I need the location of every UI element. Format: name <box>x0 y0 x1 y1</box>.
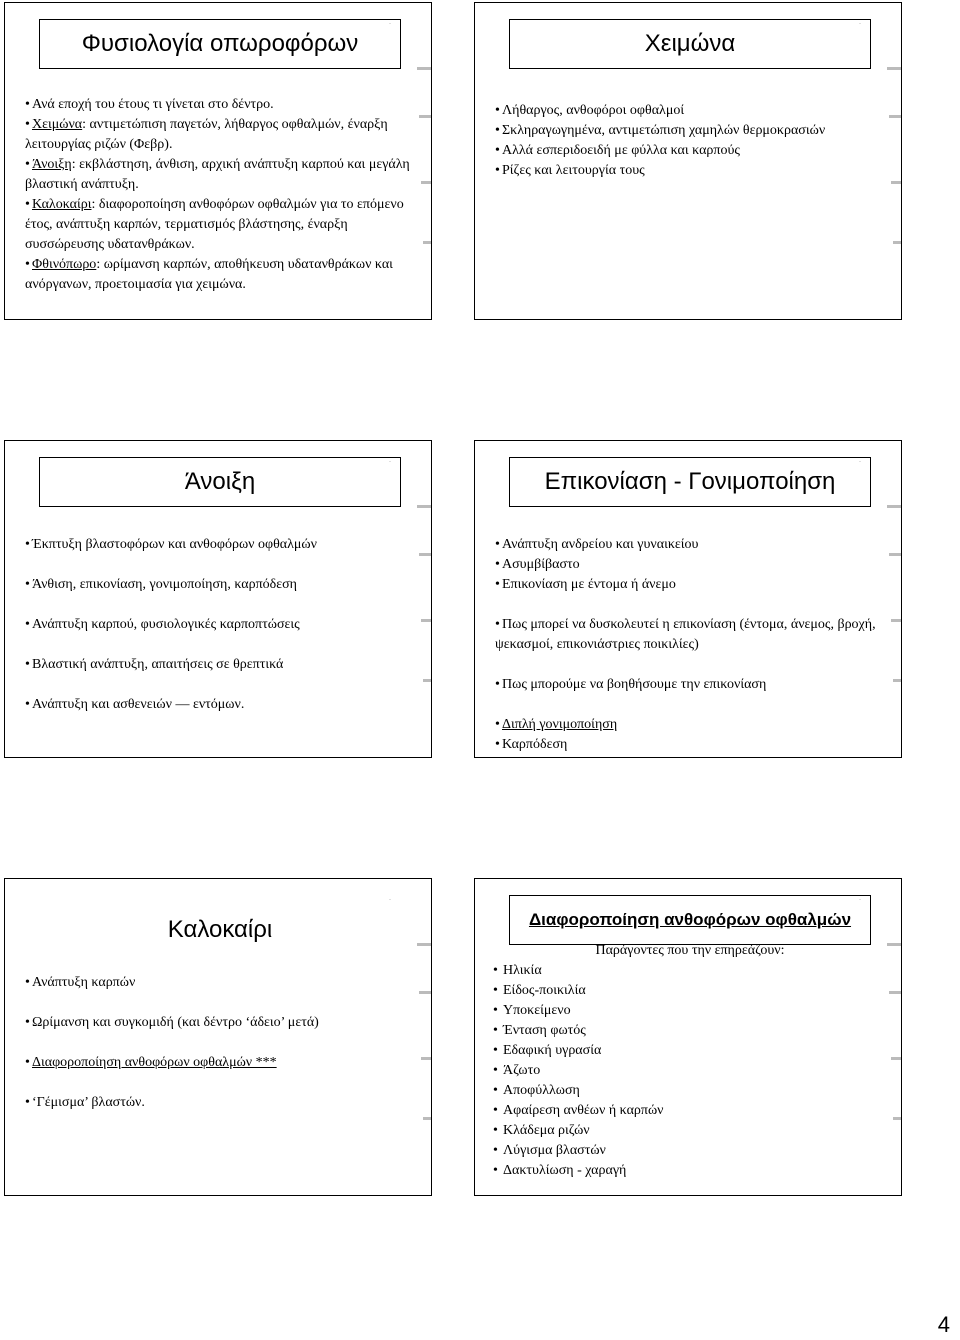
list-item: • Ασυμβίβαστο <box>495 557 580 572</box>
list-item: • Έκπτυξη βλαστοφόρων και ανθοφόρων οφθαλμών <box>25 537 317 552</box>
slide-spring <box>4 440 432 758</box>
slide-number-mark: · <box>859 21 861 27</box>
slide-title: Καλοκαίρι <box>39 905 401 955</box>
list-item: • Επικονίαση με έντομα ή άνεμο <box>495 577 676 592</box>
slide-number-mark: · <box>389 897 391 903</box>
list-item: • Άνθιση, επικονίαση, γονιμοποίηση, καρπόδεση <box>25 577 297 592</box>
list-item: • Ωρίμανση και συγκομιδή (και δέντρο ‘άδειο’ μετά) <box>25 1015 319 1030</box>
list-item: • Λήθαργος, ανθοφόροι οφθαλμοί <box>495 103 685 118</box>
list-item: • Βλαστική ανάπτυξη, απαιτήσεις σε θρεπτικά <box>25 657 284 672</box>
slide-title: Χειμώνα <box>509 19 871 69</box>
slide-fruit-tree-physiology <box>4 2 432 320</box>
list-item: • Κλάδεμα ριζών <box>493 1123 590 1138</box>
slide-subtitle: Παράγοντες που την επηρεάζουν: <box>595 943 785 958</box>
slide-title: Φυσιολογία οπωροφόρων <box>39 19 401 69</box>
slide-body <box>489 941 891 1181</box>
slide-title: Επικονίαση - Γονιμοποίηση <box>509 457 871 507</box>
list-item: • Πως μπορεί να δυσκολευτεί η επικονίαση (έντομα, άνεμος, βροχή, ψεκασμοί, επικονιάστριες ποικιλίες) <box>495 617 876 652</box>
list-item: • Διαφοροποίηση ανθοφόρων οφθαλμών *** <box>25 1055 277 1070</box>
list-item: • Λύγισμα βλαστών <box>493 1143 606 1158</box>
list-item: • ‘Γέμισμα’ βλαστών. <box>25 1095 145 1110</box>
list-item: • Χειμώνα: αντιμετώπιση παγετών, λήθαργος οφθαλμών, έναρξη λειτουργίας ριζών (Φεβρ). <box>25 117 388 152</box>
slide-body <box>25 95 421 295</box>
list-item: • Δακτυλίωση - χαραγή <box>493 1163 627 1178</box>
slide-winter <box>474 2 902 320</box>
list-item: • Φθινόπωρο: ωρίμανση καρπών, αποθήκευση υδατανθράκων και ανόργανων, προετοιμασία για χειμώνα. <box>25 257 393 292</box>
slide-pollination-fertilization <box>474 440 902 758</box>
slide-title: Διαφοροποίηση ανθοφόρων οφθαλμών <box>509 895 871 945</box>
list-item: • Ανάπτυξη καρπών <box>25 975 136 990</box>
list-item: • Ανά εποχή του έτους τι γίνεται στο δέντρο. <box>25 97 274 112</box>
slide-body <box>495 535 891 755</box>
list-item: • Καρπόδεση <box>495 737 568 752</box>
slide-body <box>25 535 421 715</box>
list-item: • Αφαίρεση ανθέων ή καρπών <box>493 1103 664 1118</box>
list-item: • Άζωτο <box>493 1063 541 1078</box>
slide-title: Άνοιξη <box>39 457 401 507</box>
slide-number-mark: · <box>389 21 391 27</box>
list-item: • Ανάπτυξη ανδρείου και γυναικείου <box>495 537 699 552</box>
list-item: • Διπλή γονιμοποίηση <box>495 717 618 732</box>
list-item: • Άνοιξη: εκβλάστηση, άνθιση, αρχική ανάπτυξη καρπού και μεγάλη βλαστική ανάπτυξη. <box>25 157 410 192</box>
list-item: • Ηλικία <box>493 963 542 978</box>
page-number: 4 <box>937 1312 950 1337</box>
slide-flower-bud-differentiation <box>474 878 902 1196</box>
list-item: • Αποφύλλωση <box>493 1083 580 1098</box>
slide-summer <box>4 878 432 1196</box>
list-item: • Ανάπτυξη και ασθενειών — εντόμων. <box>25 697 245 712</box>
list-item: • Ρίζες και λειτουργία τους <box>495 163 645 178</box>
list-item: • Πως μπορούμε να βοηθήσουμε την επικονίαση <box>495 677 767 692</box>
slide-body <box>25 973 421 1113</box>
slide-number-mark: · <box>859 897 861 903</box>
list-item: • Καλοκαίρι: διαφοροποίηση ανθοφόρων οφθαλμών για το επόμενο έτος, ανάπτυξη καρπών, τερματισμός βλάστησης, έναρξη συσσώρευσης υδατανθράκων. <box>25 197 404 252</box>
list-item: • Υποκείμενο <box>493 1003 571 1018</box>
list-item: • Ένταση φωτός <box>493 1023 586 1038</box>
list-item: • Αλλά εσπεριδοειδή με φύλλα και καρπούς <box>495 143 740 158</box>
slide-number-mark: · <box>389 459 391 465</box>
list-item: • Εδαφική υγρασία <box>493 1043 602 1058</box>
list-item: • Σκληραγωγημένα, αντιμετώπιση χαμηλών θερμοκρασιών <box>495 123 826 138</box>
list-item: • Ανάπτυξη καρπού, φυσιολογικές καρποπτώσεις <box>25 617 300 632</box>
slide-body <box>495 101 891 181</box>
slide-number-mark: · <box>859 459 861 465</box>
list-item: • Είδος-ποικιλία <box>493 983 586 998</box>
